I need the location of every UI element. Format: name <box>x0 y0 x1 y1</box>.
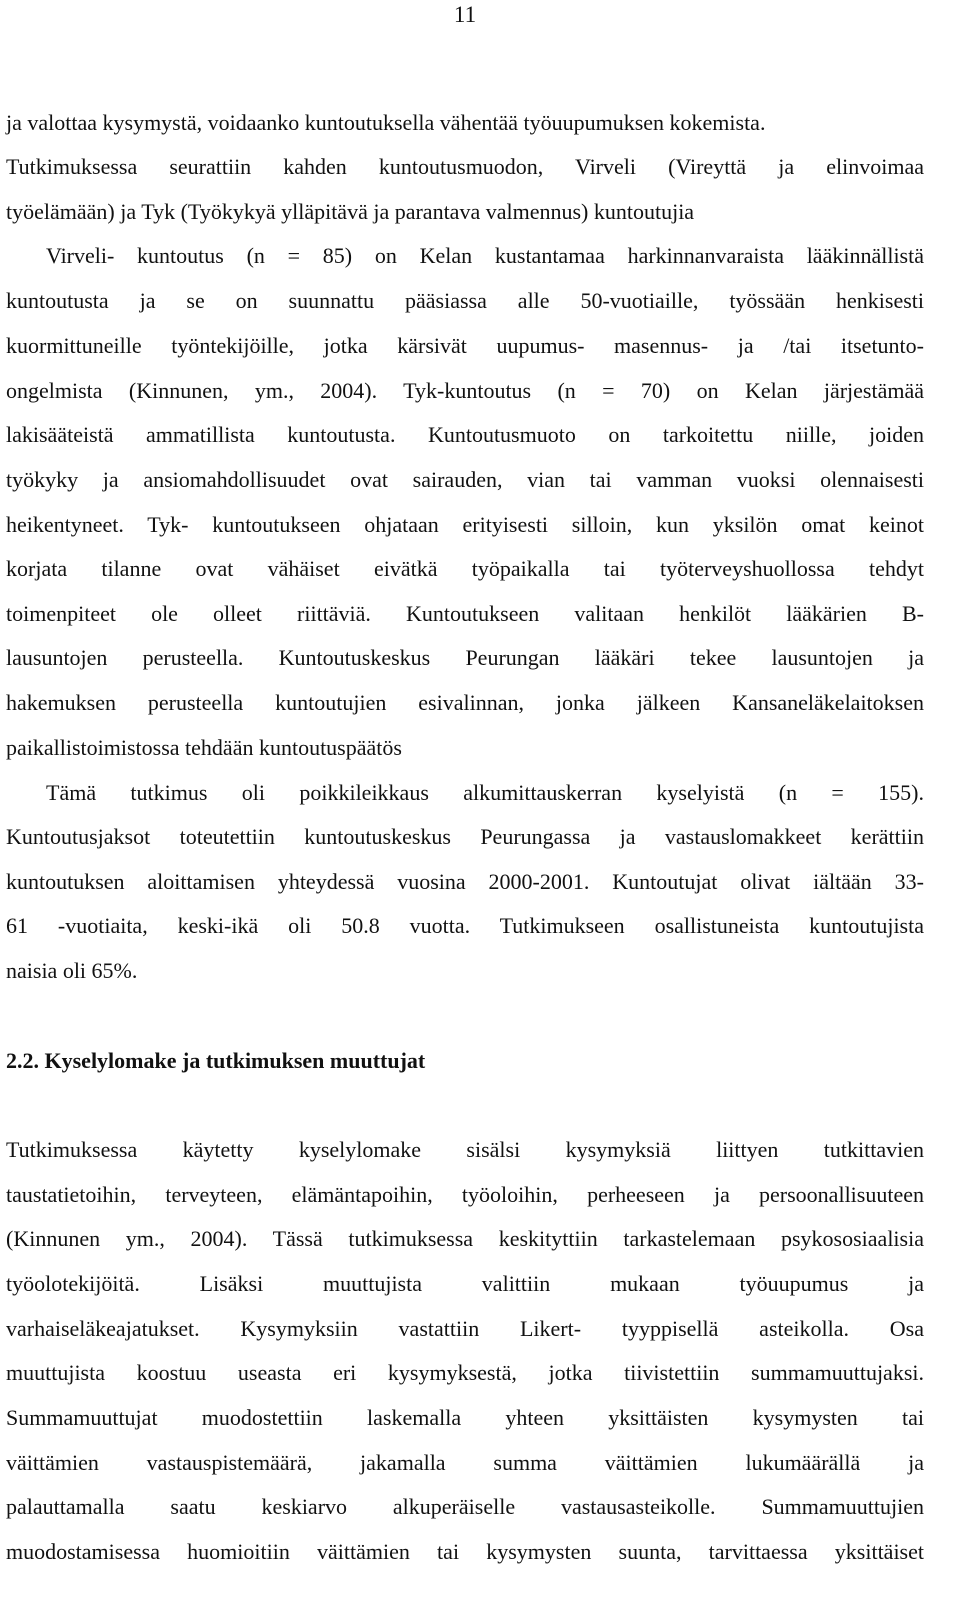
text-line: Tämä tutkimus oli poikkileikkaus alkumittauskerran kyselyistä (n = 155). <box>46 780 924 805</box>
text-line: muodostamisessa huomioitiin väittämien tai kysymysten suunta, tarvittaessa yksittäiset <box>6 1539 924 1564</box>
text-line: (Kinnunen ym., 2004). Tässä tutkimuksessa keskityttiin tarkastelemaan psykososiaalisia <box>6 1226 924 1251</box>
text-line: ongelmista (Kinnunen, ym., 2004). Tyk-kuntoutus (n = 70) on Kelan järjestämää <box>6 378 924 403</box>
text-line: hakemuksen perusteella kuntoutujien esivalinnan, jonka jälkeen Kansaneläkelaitoksen <box>6 690 924 715</box>
text-line: kuntoutuksen aloittamisen yhteydessä vuosina 2000-2001. Kuntoutujat olivat iältään 33- <box>6 869 924 894</box>
text-line: työelämään) ja Tyk (Työkykyä ylläpitävä ja parantava valmennus) kuntoutujia <box>6 199 695 224</box>
text-line: ja valottaa kysymystä, voidaanko kuntoutuksella vähentää työuupumuksen kokemista. <box>6 110 766 135</box>
text-line: Virveli- kuntoutus (n = 85) on Kelan kustantamaa harkinnanvaraista lääkinnällistä <box>46 243 924 268</box>
text-line: palauttamalla saatu keskiarvo alkuperäiselle vastausasteikolle. Summamuuttujien <box>6 1494 924 1519</box>
text-line: työkyky ja ansiomahdollisuudet ovat sairauden, vian tai vamman vuoksi olennaisesti <box>6 467 924 492</box>
text-line: taustatietoihin, terveyteen, elämäntapoihin, työoloihin, perheeseen ja persoonallisuuteen <box>6 1182 924 1207</box>
text-line: toimenpiteet ole olleet riittäviä. Kuntoutukseen valitaan henkilöt lääkärien B- <box>6 601 924 626</box>
page-number: 11 <box>453 2 477 27</box>
text-line: Tutkimuksessa seurattiin kahden kuntoutusmuodon, Virveli (Vireyttä ja elinvoimaa <box>6 154 924 179</box>
text-line: 61 -vuotiaita, keski-ikä oli 50.8 vuotta. Tutkimukseen osallistuneista kuntoutujista <box>6 913 924 938</box>
text-line: paikallistoimistossa tehdään kuntoutuspäätös <box>6 735 402 760</box>
text-line: Summamuuttujat muodostettiin laskemalla yhteen yksittäisten kysymysten tai <box>6 1405 924 1430</box>
text-line: lakisääteistä ammatillista kuntoutusta. Kuntoutusmuoto on tarkoitettu niille, joiden <box>6 422 924 447</box>
text-line: Tutkimuksessa käytetty kyselylomake sisälsi kysymyksiä liittyen tutkittavien <box>6 1137 924 1162</box>
text-line: työolotekijöitä. Lisäksi muuttujista valittiin mukaan työuupumus ja <box>6 1271 924 1296</box>
section-heading: 2.2. Kyselylomake ja tutkimuksen muuttujat <box>6 1048 426 1073</box>
text-line: väittämien vastauspistemäärä, jakamalla summa väittämien lukumäärällä ja <box>6 1450 924 1475</box>
text-line: muuttujista koostuu useasta eri kysymyksestä, jotka tiivistettiin summamuuttujaksi. <box>6 1360 924 1385</box>
text-line: naisia oli 65%. <box>6 958 138 983</box>
text-line: Kuntoutusjaksot toteutettiin kuntoutuskeskus Peurungassa ja vastauslomakkeet kerättiin <box>6 824 924 849</box>
text-line: korjata tilanne ovat vähäiset eivätkä työpaikalla tai työterveyshuollossa tehdyt <box>6 556 924 581</box>
text-line: kuormittuneille työntekijöille, jotka kärsivät uupumus- masennus- ja /tai itsetunto- <box>6 333 924 358</box>
text-line: heikentyneet. Tyk- kuntoutukseen ohjataan erityisesti silloin, kun yksilön omat keinot <box>6 512 924 537</box>
text-line: kuntoutusta ja se on suunnattu pääsiassa alle 50-vuotiaille, työssään henkisesti <box>6 288 924 313</box>
text-line: lausuntojen perusteella. Kuntoutuskeskus Peurungan lääkäri tekee lausuntojen ja <box>6 645 924 670</box>
text-line: varhaiseläkeajatukset. Kysymyksiin vastattiin Likert- tyyppisellä asteikolla. Osa <box>6 1316 924 1341</box>
